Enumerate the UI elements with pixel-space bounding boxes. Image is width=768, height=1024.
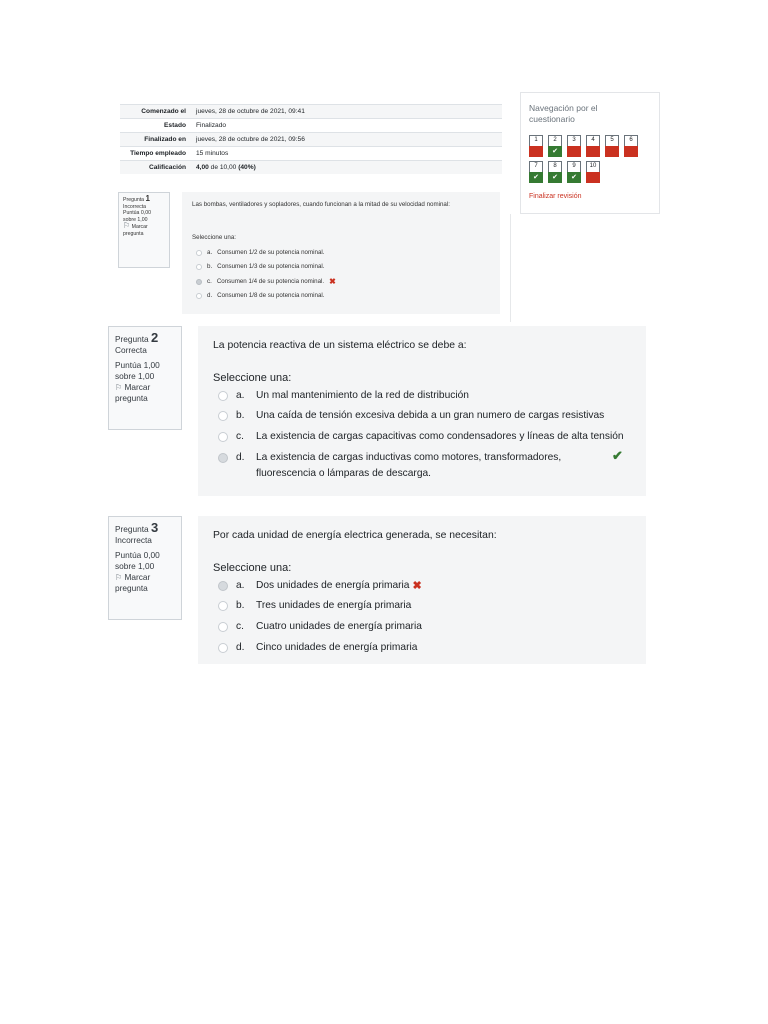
option-letter: b. bbox=[236, 600, 245, 611]
flag-label-2: pregunta bbox=[115, 393, 148, 403]
incorrect-status-bar bbox=[567, 146, 581, 157]
incorrect-status-bar bbox=[624, 146, 638, 157]
summary-row-grade bbox=[120, 160, 502, 174]
option-text-line-2: fluorescencia o lámparas de descarga. bbox=[256, 468, 431, 479]
question-3-card bbox=[198, 516, 646, 664]
option-letter: b. bbox=[236, 410, 245, 421]
radio-button[interactable] bbox=[196, 250, 202, 256]
radio-button-selected[interactable] bbox=[196, 279, 202, 285]
option-letter: c. bbox=[207, 278, 212, 285]
radio-button[interactable] bbox=[218, 601, 228, 611]
option-letter: a. bbox=[236, 390, 245, 401]
question-text: Por cada unidad de energía electrica generada, se necesitan: bbox=[213, 530, 497, 541]
summary-value: Finalizado bbox=[196, 122, 227, 129]
option-letter: d. bbox=[236, 452, 245, 463]
flag-label: Marcar bbox=[124, 572, 151, 582]
option-text: La existencia de cargas capacitivas como condensadores y líneas de alta tensión bbox=[256, 431, 624, 442]
question-state: Correcta bbox=[115, 345, 147, 355]
option-text: Tres unidades de energía primaria bbox=[256, 600, 412, 611]
quiz-nav-number: 9 bbox=[572, 163, 576, 169]
quiz-nav-button-10[interactable] bbox=[586, 161, 600, 183]
question-label: Pregunta bbox=[123, 197, 145, 203]
option-d[interactable] bbox=[196, 292, 325, 299]
flag-label: Marcar bbox=[131, 224, 148, 231]
radio-button[interactable] bbox=[196, 264, 202, 270]
option-c[interactable] bbox=[218, 619, 422, 635]
flag-icon: ⚐ bbox=[115, 383, 123, 392]
question-text: La potencia reactiva de un sistema eléctrico se debe a: bbox=[213, 340, 467, 351]
option-letter: b. bbox=[207, 263, 213, 270]
attempt-summary-table bbox=[120, 104, 502, 174]
option-a[interactable] bbox=[196, 249, 325, 256]
question-text: Las bombas, ventiladores y sopladores, cuando funcionan a la mitad de su velocidad nominal: bbox=[192, 201, 450, 208]
quiz-nav-button-2[interactable] bbox=[548, 135, 562, 157]
option-letter: a. bbox=[207, 249, 213, 256]
check-icon: ✔ bbox=[567, 172, 581, 183]
option-c[interactable] bbox=[218, 429, 624, 445]
question-score-total: sobre 1,00 bbox=[123, 216, 148, 223]
option-letter: d. bbox=[207, 292, 213, 299]
quiz-nav-number: 6 bbox=[629, 137, 633, 143]
question-2-card bbox=[198, 326, 646, 496]
x-icon: ✖ bbox=[412, 580, 422, 592]
summary-label: Finalizado en bbox=[144, 136, 186, 143]
summary-row-time bbox=[120, 146, 502, 160]
flag-icon: ⚐ bbox=[123, 221, 131, 231]
question-3-info bbox=[108, 516, 182, 620]
column-divider bbox=[510, 214, 511, 322]
summary-label: Comenzado el bbox=[141, 108, 186, 115]
incorrect-status-bar bbox=[586, 172, 600, 183]
question-score-total: sobre 1,00 bbox=[115, 371, 155, 381]
quiz-nav-number: 10 bbox=[589, 163, 597, 169]
radio-button[interactable] bbox=[218, 643, 228, 653]
summary-value: jueves, 28 de octubre de 2021, 09:56 bbox=[196, 136, 305, 143]
radio-button[interactable] bbox=[218, 411, 228, 421]
quiz-nav-number: 4 bbox=[591, 137, 595, 143]
attempt-review-screenshot bbox=[110, 92, 660, 322]
option-letter: c. bbox=[236, 621, 244, 632]
quiz-nav-number: 7 bbox=[534, 163, 538, 169]
summary-row-state bbox=[120, 118, 502, 132]
flag-icon: ⚐ bbox=[115, 573, 123, 582]
quiz-nav-button-3[interactable] bbox=[567, 135, 581, 157]
option-c[interactable] bbox=[196, 277, 336, 286]
quiz-nav-button-9[interactable] bbox=[567, 161, 581, 183]
summary-row-finished bbox=[120, 132, 502, 146]
check-icon: ✔ bbox=[548, 172, 562, 183]
question-score: Puntúa 0,00 bbox=[115, 550, 160, 560]
grade-value: 4,00 bbox=[196, 164, 209, 171]
option-b[interactable] bbox=[218, 408, 604, 424]
option-text: Un mal mantenimiento de la red de distribución bbox=[256, 390, 469, 401]
question-1-card bbox=[182, 192, 500, 314]
x-icon: ✖ bbox=[329, 277, 336, 286]
summary-label: Estado bbox=[164, 122, 186, 129]
summary-value bbox=[192, 161, 502, 174]
question-number: 1 bbox=[145, 194, 150, 203]
question-number: 3 bbox=[151, 520, 159, 535]
option-letter: a. bbox=[236, 580, 245, 591]
option-text: Una caída de tensión excesiva debida a un gran numero de cargas resistivas bbox=[256, 410, 605, 421]
quiz-navigation-panel bbox=[520, 92, 660, 214]
flag-label: Marcar bbox=[124, 382, 151, 392]
option-text: Cuatro unidades de energía primaria bbox=[256, 621, 422, 632]
option-letter: c. bbox=[236, 431, 244, 442]
quiz-nav-number: 1 bbox=[534, 137, 538, 143]
flag-label-2: pregunta bbox=[123, 230, 144, 237]
option-a[interactable] bbox=[218, 578, 422, 594]
summary-value: 15 minutos bbox=[196, 150, 229, 157]
quiz-nav-button-5[interactable] bbox=[605, 135, 619, 157]
option-text: Cinco unidades de energía primaria bbox=[256, 642, 418, 653]
question-score-total: sobre 1,00 bbox=[115, 561, 155, 571]
question-number: 2 bbox=[151, 330, 159, 345]
option-text: Consumen 1/4 de su potencia nominal. bbox=[216, 278, 325, 285]
radio-button-selected[interactable] bbox=[218, 453, 228, 463]
flag-label-2: pregunta bbox=[115, 583, 148, 593]
question-1-info bbox=[118, 192, 170, 268]
summary-value: jueves, 28 de octubre de 2021, 09:41 bbox=[196, 108, 305, 115]
option-a[interactable] bbox=[218, 388, 469, 404]
question-prompt: Seleccione una: bbox=[192, 234, 237, 241]
option-text: Consumen 1/3 de su potencia nominal. bbox=[217, 263, 325, 270]
incorrect-status-bar bbox=[529, 146, 543, 157]
question-2-info bbox=[108, 326, 182, 430]
option-text: Dos unidades de energía primaria bbox=[256, 580, 410, 591]
option-d[interactable] bbox=[218, 450, 561, 482]
radio-button-selected[interactable] bbox=[218, 581, 228, 591]
quiz-nav-button-6[interactable] bbox=[624, 135, 638, 157]
question-state: Incorrecta bbox=[115, 535, 152, 545]
option-d[interactable] bbox=[218, 640, 417, 656]
option-text-line-1: La existencia de cargas inductivas como motores, transformadores, bbox=[256, 452, 562, 463]
quiz-nav-button-1[interactable] bbox=[529, 135, 543, 157]
quiz-nav-button-7[interactable] bbox=[529, 161, 543, 183]
option-text: Consumen 1/8 de su potencia nominal. bbox=[217, 292, 325, 299]
radio-button[interactable] bbox=[218, 391, 228, 401]
radio-button[interactable] bbox=[196, 293, 202, 299]
question-label: Pregunta bbox=[115, 334, 149, 344]
question-score: Puntúa 0,00 bbox=[123, 210, 151, 217]
summary-label: Tiempo empleado bbox=[130, 150, 186, 157]
flag-question-link[interactable] bbox=[123, 221, 148, 237]
question-state: Incorrecta bbox=[123, 203, 147, 210]
quiz-nav-number: 3 bbox=[572, 137, 576, 143]
finish-review-link[interactable]: Finalizar revisión bbox=[529, 193, 582, 200]
question-label: Pregunta bbox=[115, 524, 149, 534]
radio-button[interactable] bbox=[218, 432, 228, 442]
radio-button[interactable] bbox=[218, 622, 228, 632]
quiz-navigation-title: Navegación por el cuestionario bbox=[529, 103, 598, 124]
quiz-nav-number: 2 bbox=[553, 137, 557, 143]
incorrect-status-bar bbox=[605, 146, 619, 157]
flag-question-link[interactable] bbox=[115, 382, 150, 403]
quiz-nav-button-8[interactable] bbox=[548, 161, 562, 183]
option-letter: d. bbox=[236, 642, 245, 653]
quiz-nav-number: 8 bbox=[553, 163, 557, 169]
summary-row-started bbox=[120, 104, 502, 118]
quiz-nav-number: 5 bbox=[610, 137, 614, 143]
summary-label: Calificación bbox=[148, 164, 186, 171]
option-text: Consumen 1/2 de su potencia nominal. bbox=[217, 249, 325, 256]
grade-percent: (40%) bbox=[238, 164, 256, 171]
incorrect-status-bar bbox=[586, 146, 600, 157]
grade-total: de 10,00 bbox=[208, 164, 239, 171]
quiz-nav-button-4[interactable] bbox=[586, 135, 600, 157]
check-icon: ✔ bbox=[612, 448, 623, 463]
option-b[interactable] bbox=[196, 263, 325, 270]
question-prompt: Seleccione una: bbox=[213, 562, 292, 574]
option-b[interactable] bbox=[218, 598, 411, 614]
question-prompt: Seleccione una: bbox=[213, 372, 292, 384]
question-score: Puntúa 1,00 bbox=[115, 360, 160, 370]
option-text bbox=[256, 450, 561, 482]
check-icon: ✔ bbox=[529, 172, 543, 183]
flag-question-link[interactable] bbox=[115, 572, 150, 593]
check-icon: ✔ bbox=[548, 146, 562, 157]
